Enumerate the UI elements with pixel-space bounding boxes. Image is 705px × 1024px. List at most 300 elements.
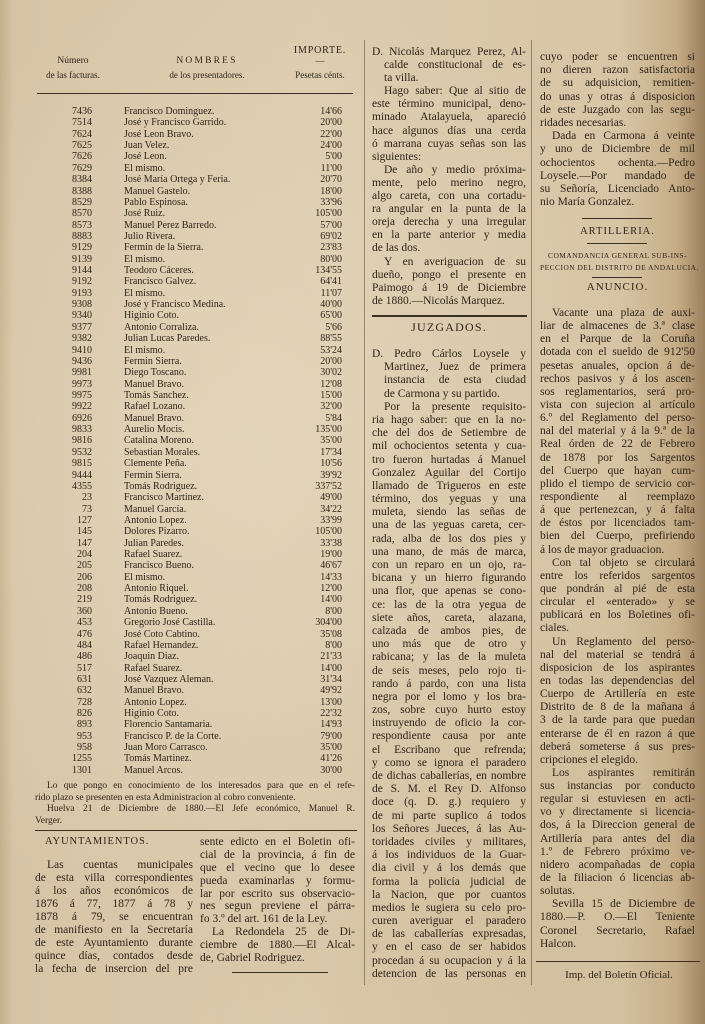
- line-box: [372, 111, 526, 124]
- presenter-name: El mismo.: [124, 287, 166, 299]
- section-rule: [582, 218, 652, 219]
- text-line: nal del material se tendrá á: [540, 648, 695, 661]
- presenter-name: José Vazquez Aleman.: [124, 673, 214, 685]
- text-line: uno más que de otro y: [372, 638, 526, 651]
- text-line: ria hago saber: que en la no-: [372, 413, 526, 426]
- text-line: bien del Cuerpo, prefiriendo: [540, 530, 695, 543]
- invoice-number: 9833: [72, 424, 92, 436]
- invoice-amount: 64'41: [320, 276, 342, 288]
- line-box: [540, 701, 695, 714]
- text-line: Gonzalez Aguilar del Cortijo: [372, 466, 526, 479]
- line-box: [35, 804, 355, 816]
- text-line: minado Atalayuela, apareció: [372, 111, 526, 124]
- text-line: plido el tiempo de servicio cor-: [540, 477, 695, 490]
- line-box: [540, 662, 695, 675]
- text-line: de las caballerías expresadas,: [372, 928, 526, 941]
- paragraph: [540, 51, 695, 130]
- text-line: regular si estuviesen en acti-: [540, 793, 695, 806]
- presenter-name: Antonio Lopez.: [124, 514, 187, 526]
- invoice-number: 7625: [72, 140, 92, 152]
- text-line: vista con sujecion al artículo: [540, 398, 695, 411]
- text-line: ra angular en la punta de la: [372, 203, 526, 216]
- text-line: doce (q. D. g.) requiero y: [372, 796, 526, 809]
- line-box: [540, 859, 695, 872]
- invoice-number: 73: [82, 503, 92, 515]
- text-line: de esta villa correspondientes: [35, 872, 193, 884]
- line-box: [540, 438, 695, 451]
- line-box: [372, 46, 526, 59]
- line-box: [372, 941, 526, 954]
- presenter-name: José Coto Cabtino.: [124, 628, 200, 640]
- invoice-amount: 33'96: [320, 196, 342, 208]
- amount-column-dash: —: [315, 56, 325, 66]
- presenter-name: Higinio Coto.: [124, 310, 180, 322]
- invoice-number: 8573: [72, 219, 92, 231]
- invoice-number: 204: [77, 549, 92, 561]
- invoice-row: [35, 572, 345, 583]
- text-line: Huelva 21 de Diciembre de 1880.—El Jefe económico, Manuel R.: [47, 804, 355, 815]
- text-line: de la filiacion ó licencias ab-: [540, 872, 695, 885]
- text-line: Verger.: [35, 816, 62, 827]
- names-column-title: NOMBRES: [176, 56, 238, 66]
- paragraph: [200, 836, 355, 926]
- paragraph: [372, 85, 526, 164]
- text-line: Las cuentas municipales: [47, 859, 193, 871]
- text-line: rido plazo se presenten en esta Administracion al cobro conveniente.: [35, 792, 296, 803]
- invoice-number: 7626: [72, 151, 92, 163]
- text-line: dos, á la Direccion general de: [540, 819, 695, 832]
- invoice-amount: 31'34: [320, 673, 342, 685]
- line-box: [35, 872, 193, 885]
- line-box: [35, 816, 355, 828]
- invoice-amount: 14'00: [320, 662, 342, 674]
- line-box: [372, 849, 526, 862]
- invoice-number: 631: [77, 673, 92, 685]
- invoice-row: [35, 231, 345, 242]
- text-line: no dieren razon satisfactoria: [540, 64, 695, 77]
- section-heading-ayuntamientos: AYUNTAMIENTOS.: [45, 836, 150, 847]
- invoice-amount: 12'00: [320, 583, 342, 595]
- text-line: Halcon.: [540, 937, 577, 950]
- invoice-amount: 79'00: [320, 730, 342, 742]
- line-box: [540, 806, 695, 819]
- invoice-amount: 12'08: [320, 378, 342, 390]
- text-line: nes segun previene el párra-: [200, 900, 355, 913]
- invoice-number: 453: [77, 617, 92, 629]
- line-box: [372, 151, 526, 164]
- paragraph: [540, 130, 695, 209]
- invoice-amount: 5'00: [325, 151, 342, 163]
- line-box: [35, 859, 193, 872]
- invoice-number: 9973: [72, 378, 92, 390]
- line-box: [372, 414, 526, 427]
- line-box: [200, 849, 355, 862]
- line-box: [540, 819, 695, 832]
- invoice-row: [35, 753, 345, 764]
- line-box: [372, 796, 526, 809]
- invoice-row: [35, 674, 345, 685]
- line-box: [372, 388, 526, 401]
- text-line: sente edicto en el Boletin ofi-: [200, 836, 355, 848]
- presenter-name: Aurelio Mocis.: [124, 424, 185, 436]
- line-box: [540, 143, 695, 156]
- text-line: publicará en los Boletines ofi-: [540, 609, 695, 622]
- invoice-amount: 17'34: [320, 446, 342, 458]
- text-line: toridades civiles y militares,: [372, 835, 526, 848]
- treasury-notice: [35, 781, 355, 828]
- line-box: [540, 452, 695, 465]
- text-line: Hago saber: Que al sitio de: [384, 85, 526, 98]
- line-box: [372, 427, 526, 440]
- text-line: mente, pelo merino negro,: [372, 176, 526, 189]
- text-line: 6.º del Reglamento del perso-: [540, 412, 695, 425]
- text-line: respondiente al reemplazo: [540, 490, 695, 503]
- invoice-amount: 41'26: [320, 753, 342, 765]
- invoice-number: 632: [77, 685, 92, 697]
- line-box: [372, 269, 526, 282]
- invoice-number: 8570: [72, 208, 92, 220]
- text-line: D. Pedro Cárlos Loysele y: [372, 348, 526, 360]
- line-box: [35, 937, 193, 950]
- invoice-number: 9981: [72, 367, 92, 379]
- line-box: [372, 836, 526, 849]
- invoice-number: 208: [77, 583, 92, 595]
- invoice-row: [35, 697, 345, 708]
- invoice-amount: 21'33: [320, 651, 342, 663]
- line-box: [372, 401, 526, 414]
- text-line: Vacante una plaza de auxi-: [552, 307, 695, 319]
- end-rule: [232, 972, 328, 973]
- line-box: [540, 346, 695, 359]
- text-line: y en el caso de ser habidos: [372, 941, 526, 954]
- line-box: [540, 412, 695, 425]
- line-box: [372, 625, 526, 638]
- line-box: [372, 730, 526, 743]
- text-line: cial de la provincia, á fin de: [200, 848, 355, 861]
- heading-underline: [587, 243, 647, 244]
- invoice-amount: 5'84: [325, 412, 342, 424]
- paragraph: [372, 401, 526, 981]
- line-box: [540, 386, 695, 399]
- presenter-name: El mismo.: [124, 253, 166, 265]
- subheading-line: PECCION DEL DISTRITO DE ANDALUCIA.: [540, 262, 699, 272]
- text-line: solutas.: [540, 885, 575, 898]
- line-box: [540, 399, 695, 412]
- line-box: [540, 780, 695, 793]
- line-box: [372, 203, 526, 216]
- presenter-name: Manuel García.: [124, 503, 187, 515]
- presenter-name: Fermin Sierra.: [124, 469, 182, 481]
- line-box: [35, 781, 355, 793]
- invoice-row: [35, 401, 345, 412]
- text-line: instruyendo de oficio la cor-: [372, 717, 526, 730]
- text-line: fo 3.º del art. 161 de la Ley.: [200, 913, 328, 926]
- invoice-row: [35, 458, 345, 469]
- line-box: [372, 889, 526, 902]
- invoice-row: [35, 629, 345, 640]
- text-line: ciales.: [540, 622, 570, 635]
- presenter-name: Pablo Espinosa.: [124, 196, 188, 208]
- invoice-amount: 80'00: [320, 253, 342, 265]
- line-box: [540, 754, 695, 767]
- line-box: [540, 491, 695, 504]
- invoice-amount: 20'70: [320, 174, 342, 186]
- invoice-row: [35, 333, 345, 344]
- line-box: [372, 651, 526, 664]
- line-box: [372, 612, 526, 625]
- invoice-number: 9308: [72, 299, 92, 311]
- line-box: [372, 744, 526, 757]
- line-box: [372, 770, 526, 783]
- invoice-amount: 30'00: [320, 764, 342, 776]
- line-box: [372, 968, 526, 981]
- presenter-name: Antonio Lopez.: [124, 696, 187, 708]
- presenter-name: José y Francisco Medina.: [124, 299, 226, 311]
- text-line: D. Nicolás Marquez Perez, Al-: [372, 46, 526, 58]
- text-line: á los individuos de la Guar-: [372, 849, 526, 862]
- invoice-amount: 33'99: [320, 514, 342, 526]
- invoice-number: 9144: [72, 265, 92, 277]
- alcaldia-notice: [372, 46, 526, 308]
- invoice-amount: 20'00: [320, 117, 342, 129]
- line-box: [372, 98, 526, 111]
- text-line: rabicana; y las de la muleta: [372, 651, 526, 664]
- invoice-amount: 105'00: [315, 208, 342, 220]
- text-line: Coronel Secretario, Rafael: [540, 924, 695, 937]
- line-box: [540, 622, 695, 635]
- line-box: [35, 793, 355, 805]
- text-line: siguientes:: [372, 150, 422, 163]
- line-box: [372, 229, 526, 242]
- invoice-row: [35, 719, 345, 730]
- presenter-name: Higinio Coto.: [124, 708, 180, 720]
- text-line: cripciones el elegido.: [540, 753, 639, 766]
- invoice-row: [35, 265, 345, 276]
- invoice-row: [35, 560, 345, 571]
- text-line: ciembre de 1880.—El Alcal-: [200, 939, 355, 952]
- invoice-row: [35, 197, 345, 208]
- text-line: instancia de esta ciudad: [384, 374, 526, 387]
- text-line: de seis meses, pelo rojo ti-: [372, 664, 526, 677]
- text-line: detencion de las personas en: [372, 967, 526, 980]
- line-box: [200, 913, 355, 926]
- text-line: la fecha de insercion del pre: [35, 963, 193, 975]
- text-line: Sevilla 15 de Diciembre de: [552, 898, 695, 911]
- invoice-number: 145: [77, 526, 92, 538]
- paragraph: [372, 256, 526, 308]
- invoice-row: [35, 242, 345, 253]
- invoice-amount: 49'00: [320, 492, 342, 504]
- text-line: una flor, que apenas se cono-: [372, 585, 526, 598]
- invoice-amount: 134'55: [315, 265, 342, 277]
- text-line: de éstos por licenciados tam-: [540, 517, 695, 530]
- line-box: [540, 333, 695, 346]
- text-line: zos, sobre cuyo hurto estoy: [372, 704, 526, 717]
- invoice-number: 476: [77, 628, 92, 640]
- text-line: entre los referidos sargentos: [540, 569, 695, 582]
- line-box: [35, 898, 193, 911]
- text-line: algo careta, con una cortadu-: [372, 190, 526, 203]
- invoice-number: 826: [77, 708, 92, 720]
- invoice-amount: 57'00: [320, 219, 342, 231]
- text-line: sus instancias por conducto: [540, 780, 695, 793]
- notice-title-anuncio: ANUNCIO.: [586, 281, 649, 293]
- text-line: de manifiesto en la Secretaría: [35, 924, 193, 936]
- invoice-amount: 13'00: [320, 696, 342, 708]
- invoice-amount: 5'66: [325, 321, 342, 333]
- line-box: [540, 360, 695, 373]
- text-line: nidero acompañadas de copia: [540, 858, 695, 871]
- line-box: [372, 585, 526, 598]
- text-line: Artillería para antes del dia: [540, 832, 695, 845]
- text-line: sos reglamentarios, será pro-: [540, 385, 695, 398]
- line-box: [372, 361, 526, 374]
- invoice-row: [35, 515, 345, 526]
- text-line: la Nacion, que por cuantos: [372, 888, 526, 901]
- text-line: La Redondela 25 de Di-: [212, 926, 355, 939]
- text-line: de S. M. el Rey D. Alfonso: [372, 783, 526, 796]
- invoice-row: [35, 663, 345, 674]
- line-box: [372, 125, 526, 138]
- line-box: [540, 373, 695, 386]
- juzgados-text: [372, 348, 526, 981]
- invoice-amount: 30'02: [320, 367, 342, 379]
- text-line: deberá someterse á sus pres-: [540, 740, 695, 753]
- artilleria-subheading: [540, 250, 699, 273]
- invoice-row: [35, 322, 345, 333]
- invoice-row: [35, 367, 345, 378]
- line-box: [540, 636, 695, 649]
- line-box: [540, 885, 695, 898]
- text-line: á que pertenezcan, y á falta: [540, 504, 695, 517]
- invoice-amount: 304'00: [315, 617, 342, 629]
- text-line: circular el «enterado» y se: [540, 596, 695, 609]
- invoice-number: 9436: [72, 355, 92, 367]
- presenter-name: Joaquin Diaz.: [124, 651, 179, 663]
- invoice-number: 9193: [72, 287, 92, 299]
- line-box: [540, 609, 695, 622]
- line-box: [540, 517, 695, 530]
- text-line: á los años económicos de: [35, 885, 193, 897]
- invoice-amount: 11'07: [320, 287, 342, 299]
- presenter-name: Teodoro Cáceres.: [124, 265, 194, 277]
- line-box: [540, 767, 695, 780]
- text-line: Distrito de 8 de la mañana á: [540, 701, 695, 714]
- invoice-amount: 135'00: [315, 424, 342, 436]
- line-box: [540, 898, 695, 911]
- invoice-number: 127: [77, 514, 92, 526]
- text-line: 1876 á 77, 1877 á 78 y: [35, 898, 193, 910]
- paragraph: [540, 636, 695, 767]
- paragraph: [372, 46, 526, 85]
- invoice-number: 953: [77, 730, 92, 742]
- line-box: [200, 862, 355, 875]
- invoice-row: [35, 424, 345, 435]
- presenter-name: Julian Paredes.: [124, 537, 184, 549]
- line-box: [372, 678, 526, 691]
- text-line: cuyo poder se encuentren si: [540, 51, 695, 63]
- invoice-amount: 32'00: [320, 401, 342, 413]
- invoice-row: [35, 492, 345, 503]
- line-box: [540, 688, 695, 701]
- number-column-subtitle: de las facturas.: [46, 70, 100, 80]
- invoice-number: 219: [77, 594, 92, 606]
- line-box: [372, 559, 526, 572]
- text-line: calzada de ambos pies, de: [372, 624, 526, 637]
- presenter-name: Francisco Galvez.: [124, 276, 197, 288]
- invoice-amount: 35'00: [320, 742, 342, 754]
- text-line: calde constitucional de es-: [384, 59, 526, 72]
- invoice-table-header: [35, 42, 355, 98]
- text-line: que el vecino que lo desee: [200, 861, 355, 874]
- presenter-name: Francisco Dominguez.: [124, 106, 215, 117]
- invoice-amount: 39'92: [320, 469, 342, 481]
- text-line: llamado de Trigueros en este: [372, 479, 526, 492]
- text-line: dotada con el sueldo de 912'50: [540, 346, 695, 359]
- text-line: dia civil y á los demás que: [372, 862, 526, 875]
- line-box: [540, 130, 695, 143]
- presenter-name: Clemente Peña.: [124, 458, 187, 470]
- presenter-name: Dolores Pizarro.: [124, 526, 190, 538]
- line-box: [35, 950, 193, 963]
- invoice-row: [35, 481, 345, 492]
- presenter-name: Manuel Bravo.: [124, 412, 184, 424]
- presenter-name: José María Ortega y Feria.: [124, 174, 231, 186]
- text-line: del Cuerpo que hayan cum-: [540, 464, 695, 477]
- text-line: en todas las dependencias del: [540, 674, 695, 687]
- presenter-name: Sebastian Morales.: [124, 446, 201, 458]
- text-line: forma la policía judicial de: [372, 875, 526, 888]
- text-line: en el Parque de la Coruña: [540, 333, 695, 346]
- invoice-row: [35, 390, 345, 401]
- text-line: De año y medio próxima-: [384, 163, 526, 176]
- invoice-row: [35, 356, 345, 367]
- line-box: [540, 846, 695, 859]
- text-line: Paimogo á 19 de Diciembre: [372, 281, 526, 294]
- invoice-number: 9922: [72, 401, 92, 413]
- invoice-number: 9129: [72, 242, 92, 254]
- invoice-amount: 53'24: [320, 344, 342, 356]
- line-box: [200, 926, 355, 939]
- line-box: [540, 728, 695, 741]
- presenter-name: Antonio Riquel.: [124, 583, 189, 595]
- text-line: Un Reglamento del perso-: [552, 635, 695, 648]
- invoice-number: 9816: [72, 435, 92, 447]
- presenter-name: Francisco P. de la Corte.: [124, 730, 222, 742]
- line-box: [35, 924, 193, 937]
- invoice-row: [35, 617, 345, 628]
- presenter-name: Tomás Rodriguez.: [124, 480, 198, 492]
- invoice-number: 9444: [72, 469, 92, 481]
- line-box: [372, 242, 526, 255]
- presenter-name: Rafael Lozano.: [124, 401, 186, 413]
- ayuntamientos-text: [35, 859, 193, 976]
- text-line: hace algunos días una cerda: [372, 124, 526, 137]
- invoice-amount: 69'02: [320, 230, 342, 242]
- invoice-row: [35, 708, 345, 719]
- invoice-amount: 22'00: [320, 128, 342, 140]
- invoice-number: 728: [77, 696, 92, 708]
- presenter-name: José Leon.: [124, 151, 167, 163]
- invoice-number: 893: [77, 719, 92, 731]
- section-rule: [592, 277, 642, 278]
- text-line: negra por el lomo y los bra-: [372, 690, 526, 703]
- presenter-name: Manuel Bravo.: [124, 378, 184, 390]
- text-line: rando á pardo, con una lista: [372, 677, 526, 690]
- line-box: [200, 939, 355, 952]
- text-line: ta villa.: [384, 72, 419, 85]
- presenter-name: Manuel Bravo.: [124, 685, 184, 697]
